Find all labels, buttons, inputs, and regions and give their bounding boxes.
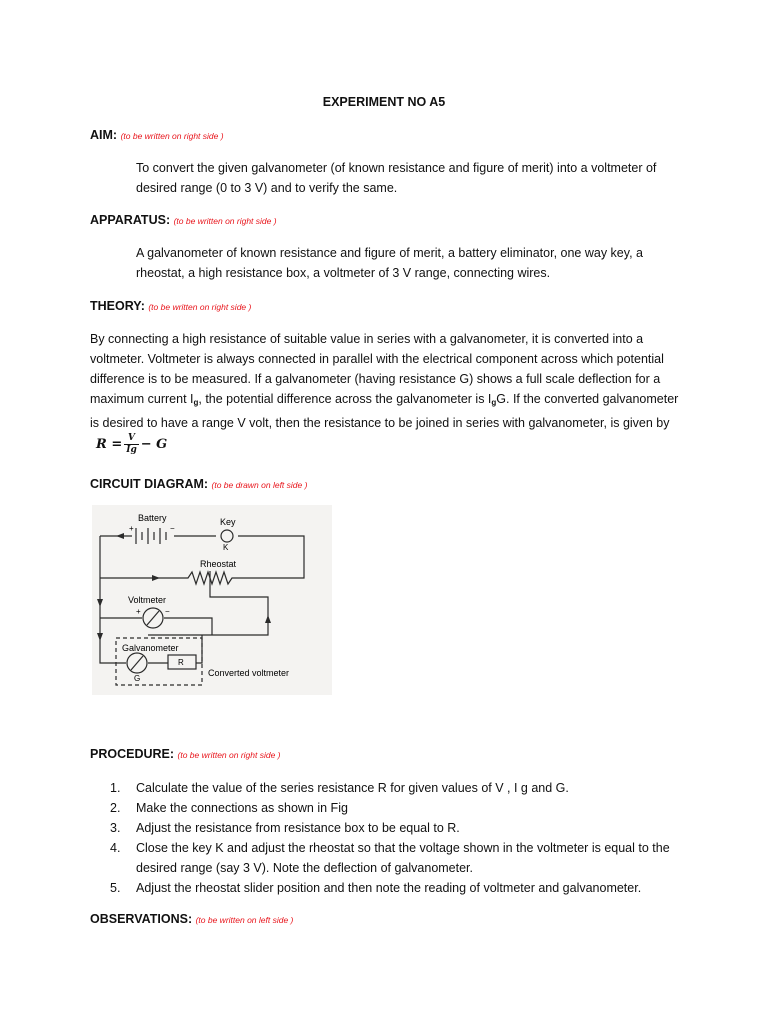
apparatus-heading-label: APPARATUS — [90, 213, 166, 227]
formula-numerator: V — [124, 433, 139, 445]
step-number: 3. — [110, 821, 121, 835]
circuit-diagram-svg — [92, 505, 332, 695]
theory-part-3: G. If the converted galvanometer is desired to have a range V volt, then the resistance to be joined in series with galvanometer, is given by — [90, 392, 679, 430]
circuit-diagram — [92, 505, 332, 700]
theory-part-2: , the potential difference across the galvanometer is I — [198, 392, 492, 406]
rheostat-label: Rheostat — [200, 559, 237, 569]
procedure-step — [110, 798, 680, 818]
theory-heading: THEORY: (to be written on right side ) — [90, 299, 252, 313]
theory-subscript-1: g — [193, 398, 199, 407]
key-label: Key — [220, 517, 236, 527]
theory-part-1: By connecting a high resistance of suitable value in series with a galvanometer, it is converted into a voltmeter. Voltmeter is always connected in parallel with the electrical component across which potential difference is to be measured. If a galvanometer (having resistance G) shows a full scale deflection for a maximum current I — [90, 332, 664, 406]
circuit-note: (to be drawn on left side ) — [211, 480, 308, 490]
procedure-steps — [110, 778, 680, 898]
theory-paragraph — [90, 329, 688, 456]
observations-note: (to be written on left side ) — [195, 915, 294, 925]
key-k-label: K — [223, 543, 229, 552]
step-number: 4. — [110, 841, 121, 855]
page-title: EXPERIMENT NO A5 — [322, 95, 446, 109]
theory-text — [90, 329, 688, 456]
aim-paragraph: To convert the given galvanometer (of known resistance and figure of merit) into a voltmeter of desired range (0 to 3 V) and to verify the same. — [136, 161, 657, 195]
step-number: 1. — [110, 781, 121, 795]
apparatus-note: (to be written on right side ) — [173, 216, 277, 226]
observations-heading: OBSERVATIONS: (to be written on left side ) — [90, 912, 294, 926]
step-text: Close the key K and adjust the rheostat so that the voltage shown in the voltmeter is equal to the desired range (say 3 V). Note the deflection of galvanometer. — [136, 841, 670, 875]
step-text: Make the connections as shown in Fig — [136, 801, 348, 815]
aim-heading: AIM: (to be written on right side ) — [90, 128, 224, 142]
apparatus-text — [136, 243, 666, 283]
aim-text — [136, 158, 696, 198]
step-number: 2. — [110, 801, 121, 815]
theory-subscript-2: g — [491, 398, 497, 407]
theory-heading-label: THEORY — [90, 299, 141, 313]
aim-note: (to be written on right side ) — [120, 131, 224, 141]
galvanometer-label: Galvanometer — [122, 643, 179, 653]
voltmeter-plus-label: + — [136, 607, 141, 616]
resistor-label: R — [178, 658, 184, 667]
procedure-step — [110, 878, 680, 898]
procedure-heading-label: PROCEDURE — [90, 747, 170, 761]
apparatus-paragraph: A galvanometer of known resistance and figure of merit, a battery eliminator, one way key, a rheostat, a high resistance box, a voltmeter of 3 V range, connecting wires. — [136, 246, 643, 280]
procedure-step — [110, 778, 680, 798]
step-text: Calculate the value of the series resistance R for given values of V , I g and G. — [136, 781, 569, 795]
circuit-heading-label: CIRCUIT DIAGRAM — [90, 477, 204, 491]
formula-denominator: Ig — [126, 445, 137, 455]
step-text: Adjust the rheostat slider position and then note the reading of voltmeter and galvanometer. — [136, 881, 642, 895]
observations-heading-label: OBSERVATIONS — [90, 912, 188, 926]
procedure-step — [110, 838, 680, 878]
step-number: 5. — [110, 881, 121, 895]
formula-fraction — [124, 433, 139, 456]
step-text: Adjust the resistance from resistance box to be equal to R. — [136, 821, 460, 835]
formula-lhs: R = — [96, 437, 123, 452]
theory-note: (to be written on right side ) — [148, 302, 252, 312]
procedure-note: (to be written on right side ) — [177, 750, 281, 760]
voltmeter-minus-label: − — [165, 607, 170, 616]
procedure-heading: PROCEDURE: (to be written on right side ) — [90, 747, 281, 761]
battery-plus-label: + — [129, 524, 134, 533]
circuit-heading: CIRCUIT DIAGRAM: (to be drawn on left side ) — [90, 477, 308, 491]
voltmeter-label: Voltmeter — [128, 595, 167, 605]
apparatus-heading: APPARATUS: (to be written on right side ) — [90, 213, 277, 227]
battery-label: Battery — [138, 513, 167, 523]
procedure-step — [110, 818, 680, 838]
series-resistance-formula — [96, 433, 167, 456]
aim-heading-label: AIM — [90, 128, 113, 142]
battery-minus-label: − — [170, 524, 175, 533]
formula-rhs: − G — [140, 437, 168, 452]
galvanometer-g-label: G — [134, 674, 141, 683]
converted-voltmeter-label: Converted voltmeter — [208, 668, 290, 678]
